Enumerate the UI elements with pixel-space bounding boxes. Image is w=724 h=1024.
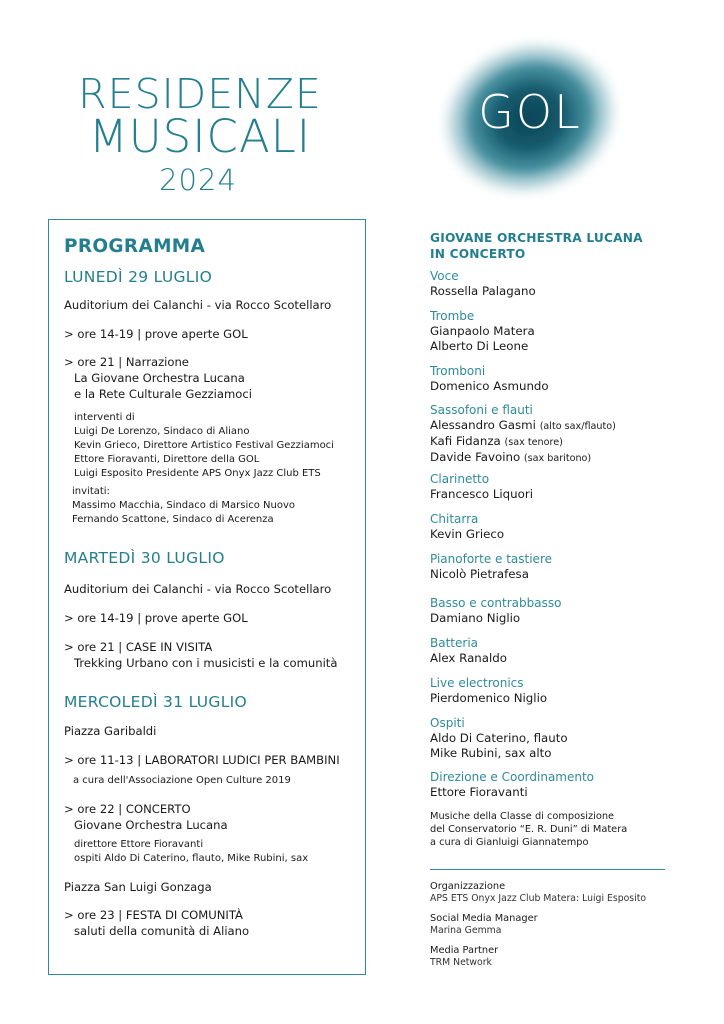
day1-item2 [64,354,252,402]
orchestra-heading-line1: GIOVANE ORCHESTRA LUCANA [430,231,643,245]
day3-title: MERCOLEDÌ 31 LUGLIO [64,693,248,711]
musician-name: Alberto Di Leone [430,339,529,353]
day3-item3 [64,907,249,939]
gol-logo-text: GOL [478,85,582,139]
title-musicali: MUSICALI [88,110,312,163]
day1-title: LUNEDÌ 29 LUGLIO [64,268,213,286]
credit-value: APS ETS Onyx Jazz Club Matera: Luigi Esposito [430,893,647,904]
sax-role: (sax tenore) [504,437,563,448]
musician-name: Gianpaolo Matera [430,324,535,338]
interventi-item: Kevin Grieco, Direttore Artistico Festival Gezziamoci [74,440,334,451]
credit-label: Social Media Manager [430,913,538,924]
program-heading: PROGRAMMA [64,236,206,257]
day2-item2 [64,639,337,671]
credit-social [430,913,538,937]
note-line: Musiche della Classe di composizione [430,811,615,822]
section-label: Trombe [430,309,475,323]
section-basso [430,596,561,626]
title-residenze: RESIDENZE [78,70,322,118]
day3-item1-note: a cura dell'Associazione Open Culture 2019 [73,775,291,786]
day3-item2-line1: > ore 22 | CONCERTO [64,802,191,816]
section-label: Chitarra [430,512,479,526]
gol-logo [430,28,630,208]
note-line: a cura di Gianluigi Giannatempo [430,837,589,848]
day2-item1: > ore 14-19 | prove aperte GOL [64,611,248,625]
day1-item2-line1: > ore 21 | Narrazione [64,355,189,369]
day1-item1: > ore 14-19 | prove aperte GOL [64,327,248,341]
credit-value: Marina Gemma [430,925,502,936]
section-tromboni [430,364,549,394]
day3-location1: Piazza Garibaldi [64,724,157,738]
orchestra-heading [430,230,643,262]
musician-name: Francesco Liquori [430,487,533,501]
section-live-electronics [430,676,547,706]
musician-name: Mike Rubini, sax alto [430,746,552,760]
section-label: Clarinetto [430,472,490,486]
day1-item2-line2: La Giovane Orchestra Lucana [74,371,245,385]
section-label: Basso e contrabbasso [430,596,562,610]
orchestra-heading-line2: IN CONCERTO [430,247,526,261]
sax-name: Alessandro Gasmi [430,418,536,432]
credit-value: TRM Network [430,957,492,968]
musician-name [430,450,616,466]
section-label: Direzione e Coordinamento [430,770,595,784]
musician-name [430,434,616,450]
sax-role: (alto sax/flauto) [539,421,616,432]
day1-invitati [72,485,295,527]
day3-item1: > ore 11-13 | LABORATORI LUDICI PER BAMBINI [64,753,340,767]
section-clarinetto [430,472,533,502]
musician-name: Aldo Di Caterino, flauto [430,731,568,745]
section-label: Batteria [430,636,478,650]
invitati-label: invitati: [72,486,110,497]
day2-location: Auditorium dei Calanchi - via Rocco Scotellaro [64,582,332,596]
section-label: Sassofoni e flauti [430,403,533,417]
credit-label: Media Partner [430,945,499,956]
musician-name: Alex Ranaldo [430,651,507,665]
interventi-item: Luigi De Lorenzo, Sindaco di Aliano [74,426,250,437]
day3-item3-line1: > ore 23 | FESTA DI COMUNITÀ [64,908,243,922]
divider [430,869,665,870]
musician-name: Kevin Grieco [430,527,505,541]
credit-label: Organizzazione [430,881,506,892]
section-label: Live electronics [430,676,524,690]
invitati-item: Massimo Macchia, Sindaco di Marsico Nuovo [72,500,296,511]
musician-name [430,418,616,434]
musician-name: Rossella Palagano [430,284,536,298]
section-pianoforte [430,552,552,582]
day3-item2 [64,801,228,833]
musician-name: Nicolò Pietrafesa [430,567,529,581]
day3-item3-line2: saluti della comunità di Aliano [74,924,250,938]
day1-location: Auditorium dei Calanchi - via Rocco Scotellaro [64,298,332,312]
sax-role: (sax baritono) [523,453,592,464]
musician-name: Damiano Niglio [430,611,521,625]
section-label: Pianoforte e tastiere [430,552,552,566]
section-sassofoni [430,403,616,466]
section-label: Voce [430,269,459,283]
day3-item2-note2: ospiti Aldo Di Caterino, flauto, Mike Rubini, sax [74,853,309,864]
credit-organizzazione [430,881,646,905]
day3-item2-note1: direttore Ettore Fioravanti [74,839,204,850]
interventi-item: Luigi Esposito Presidente APS Onyx Jazz Club ETS [74,468,321,479]
musician-name: Domenico Asmundo [430,379,549,393]
day3-item2-notes [74,838,308,866]
title-year: 2024 [159,163,237,197]
section-chitarra [430,512,504,542]
section-direzione [430,770,594,800]
day3-location2: Piazza San Luigi Gonzaga [64,880,212,894]
section-label: Ospiti [430,716,465,730]
invitati-item: Fernando Scattone, Sindaco di Acerenza [72,514,274,525]
credit-media-partner [430,945,498,969]
section-ospiti [430,716,568,761]
section-label: Tromboni [430,364,486,378]
section-batteria [430,636,507,666]
musician-name: Ettore Fioravanti [430,785,528,799]
note-line: del Conservatorio “E. R. Duni” di Matera [430,824,628,835]
interventi-item: Ettore Fioravanti, Direttore della GOL [74,454,260,465]
day1-item2-line3: e la Rete Culturale Gezziamoci [74,387,252,401]
musician-name: Pierdomenico Niglio [430,691,548,705]
day2-item2-line2: Trekking Urbano con i musicisti e la comunità [74,656,338,670]
composition-note [430,810,627,849]
day2-item2-line1: > ore 21 | CASE IN VISITA [64,640,213,654]
section-voce [430,269,536,299]
sax-name: Davide Favoino [430,450,521,464]
sax-name: Kafi Fidanza [430,434,501,448]
day3-item2-line2: Giovane Orchestra Lucana [74,818,228,832]
section-trombe [430,309,535,354]
day1-interventi [74,411,334,481]
interventi-label: interventi di [74,412,135,423]
day2-title: MARTEDÌ 30 LUGLIO [64,549,225,567]
